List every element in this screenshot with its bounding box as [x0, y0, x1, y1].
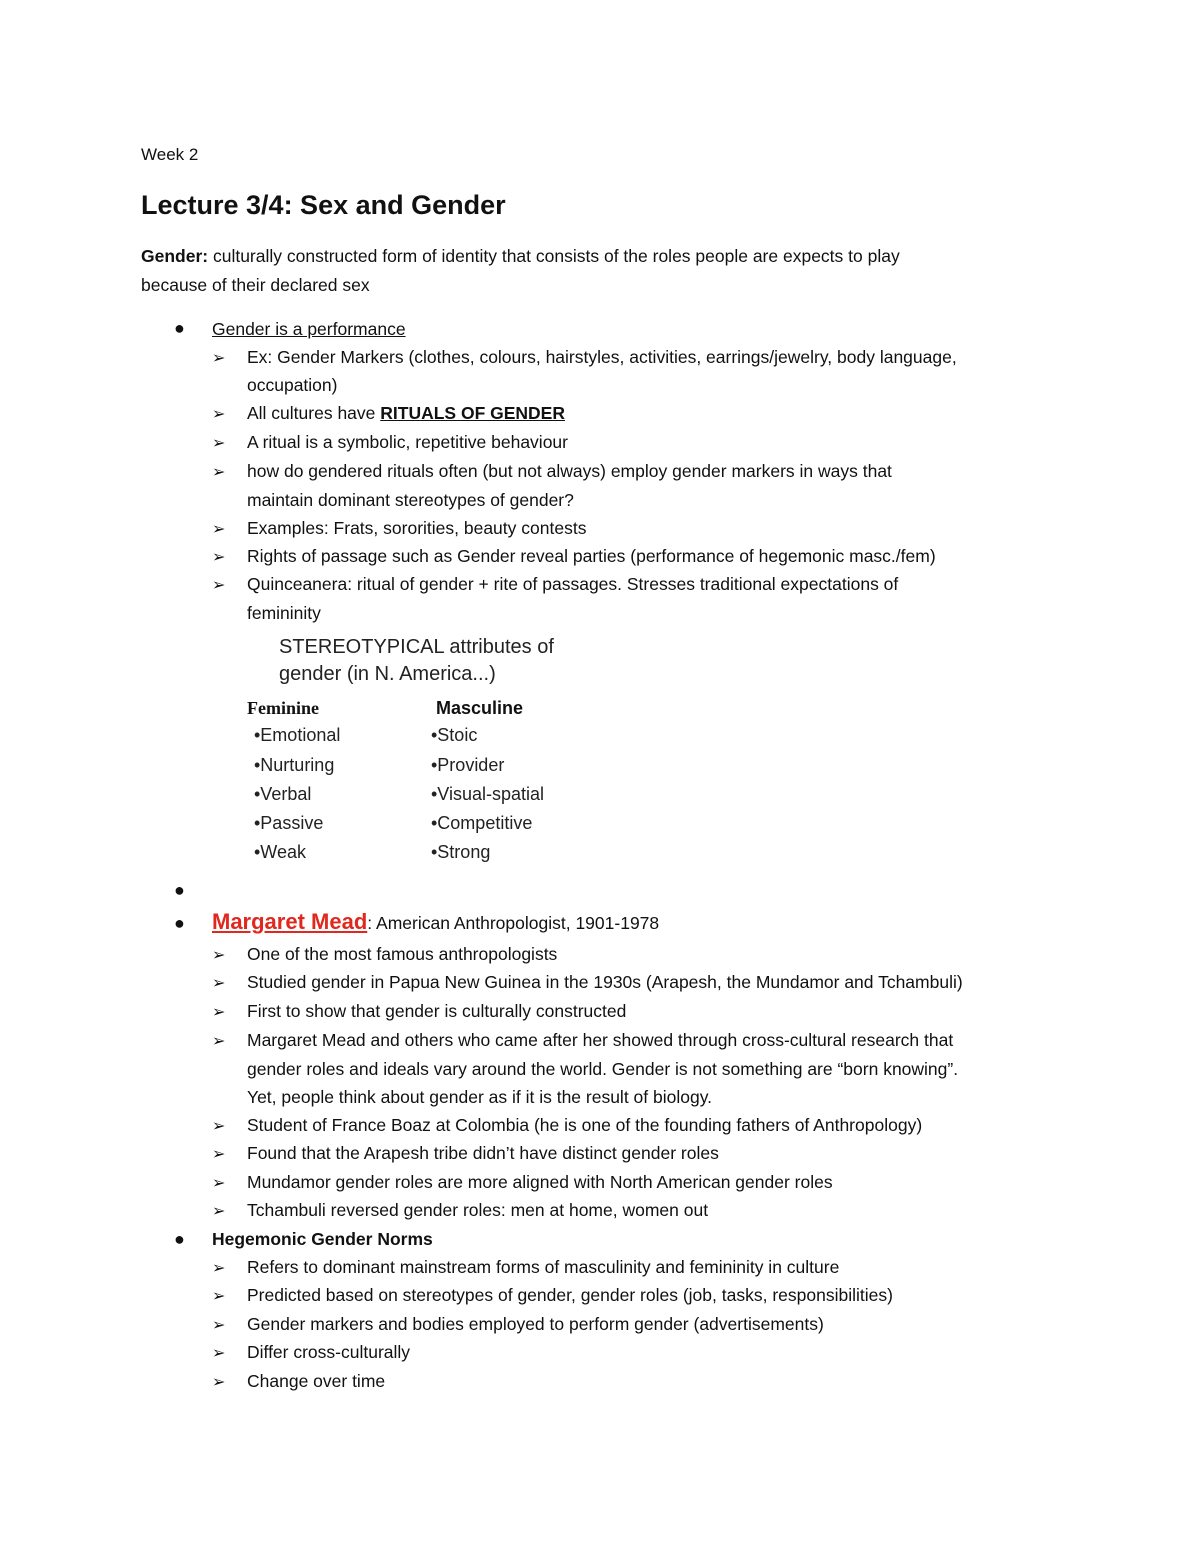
feminine-attribute: •Weak: [254, 842, 306, 862]
list-item: One of the most famous anthropologists: [247, 944, 558, 964]
definition-line-1: [141, 246, 900, 267]
masculine-attribute: •Strong: [431, 842, 491, 862]
section1-heading: Gender is a performance: [212, 319, 406, 339]
list-item: Ex: Gender Markers (clothes, colours, hairstyles, activities, earrings/jewelry, body language,: [247, 347, 957, 367]
arrow-bullet-icon: ➢: [212, 521, 226, 538]
arrow-bullet-icon: ➢: [212, 577, 226, 594]
feminine-attribute: •Verbal: [254, 784, 312, 804]
bullet-icon: ●: [174, 880, 185, 900]
masculine-attribute: •Visual-spatial: [431, 784, 545, 804]
arrow-bullet-icon: ➢: [212, 1203, 226, 1220]
masculine-attribute: •Stoic: [431, 725, 478, 745]
stereotypes-figure: [244, 630, 624, 870]
list-item: Differ cross-culturally: [247, 1342, 411, 1362]
list-item: Gender markers and bodies employed to perform gender (advertisements): [247, 1314, 824, 1334]
list-item-continuation: Yet, people think about gender as if it is the result of biology.: [247, 1087, 713, 1107]
masculine-attribute: •Competitive: [431, 813, 533, 833]
definition-term: Gender:: [141, 246, 209, 266]
list-item: Examples: Frats, sororities, beauty contests: [247, 518, 587, 538]
rituals-emphasis: RITUALS OF GENDER: [380, 403, 565, 423]
list-item: Tchambuli reversed gender roles: men at home, women out: [247, 1200, 709, 1220]
list-item-continuation: femininity: [247, 603, 321, 623]
definition-line-2: because of their declared sex: [141, 275, 370, 295]
feminine-attribute: •Emotional: [254, 725, 341, 745]
arrow-bullet-icon: ➢: [212, 406, 226, 423]
list-item: how do gendered rituals often (but not always) employ gender markers in ways that: [247, 461, 892, 481]
list-item: Studied gender in Papua New Guinea in the 1930s (Arapesh, the Mundamor and Tchambuli): [247, 972, 963, 992]
list-item: Found that the Arapesh tribe didn’t have distinct gender roles: [247, 1143, 719, 1163]
list-item: [247, 403, 565, 424]
section2-heading-rest: : American Anthropologist, 1901-1978: [367, 913, 660, 933]
figure-title-line-2: gender (in N. America...): [279, 663, 496, 685]
arrow-bullet-icon: ➢: [212, 1317, 226, 1334]
masculine-heading: Masculine: [436, 698, 524, 718]
list-item: Change over time: [247, 1371, 386, 1391]
arrow-bullet-icon: ➢: [212, 435, 226, 452]
lecture-title: Lecture 3/4: Sex and Gender: [141, 190, 506, 220]
arrow-bullet-icon: ➢: [212, 975, 226, 992]
feminine-heading: Feminine: [247, 698, 319, 718]
list-item: Margaret Mead and others who came after her showed through cross-cultural research that: [247, 1030, 954, 1050]
list-item: Rights of passage such as Gender reveal parties (performance of hegemonic masc./fem): [247, 546, 936, 566]
arrow-bullet-icon: ➢: [212, 549, 226, 566]
section2-heading-line: [212, 909, 659, 935]
arrow-bullet-icon: ➢: [212, 1374, 226, 1391]
arrow-bullet-icon: ➢: [212, 1288, 226, 1305]
arrow-bullet-icon: ➢: [212, 1146, 226, 1163]
definition-text-1: culturally constructed form of identity that consists of the roles people are expects to play: [208, 246, 900, 266]
list-item: First to show that gender is culturally constructed: [247, 1001, 627, 1021]
arrow-bullet-icon: ➢: [212, 1260, 226, 1277]
list-item: Quinceanera: ritual of gender + rite of passages. Stresses traditional expectations of: [247, 574, 899, 594]
list-item: Refers to dominant mainstream forms of masculinity and femininity in culture: [247, 1257, 840, 1277]
arrow-bullet-icon: ➢: [212, 1033, 226, 1050]
bullet-icon: ●: [174, 913, 185, 933]
arrow-bullet-icon: ➢: [212, 1345, 226, 1362]
figure-title-line-1: STEREOTYPICAL attributes of: [279, 636, 554, 658]
list-item: A ritual is a symbolic, repetitive behaviour: [247, 432, 568, 452]
week-label: Week 2: [141, 145, 199, 164]
arrow-bullet-icon: ➢: [212, 1175, 226, 1192]
list-item: Student of France Boaz at Colombia (he is one of the founding fathers of Anthropology): [247, 1115, 923, 1135]
list-item-continuation: occupation): [247, 375, 338, 395]
section3-heading: Hegemonic Gender Norms: [212, 1229, 433, 1249]
arrow-bullet-icon: ➢: [212, 947, 226, 964]
list-item: Mundamor gender roles are more aligned with North American gender roles: [247, 1172, 833, 1192]
feminine-attribute: •Nurturing: [254, 755, 335, 775]
arrow-bullet-icon: ➢: [212, 1118, 226, 1135]
arrow-bullet-icon: ➢: [212, 350, 226, 367]
list-item-continuation: gender roles and ideals vary around the world. Gender is not something are “born knowing”.: [247, 1059, 959, 1079]
masculine-attribute: •Provider: [431, 755, 505, 775]
list-item-continuation: maintain dominant stereotypes of gender?: [247, 490, 574, 510]
feminine-attribute: •Passive: [254, 813, 324, 833]
margaret-mead-heading: Margaret Mead: [212, 909, 368, 934]
rituals-lead: All cultures have: [247, 403, 381, 423]
arrow-bullet-icon: ➢: [212, 464, 226, 481]
arrow-bullet-icon: ➢: [212, 1004, 226, 1021]
list-item: Predicted based on stereotypes of gender, gender roles (job, tasks, responsibilities): [247, 1285, 893, 1305]
bullet-icon: ●: [174, 1229, 185, 1249]
bullet-icon: ●: [174, 318, 185, 338]
